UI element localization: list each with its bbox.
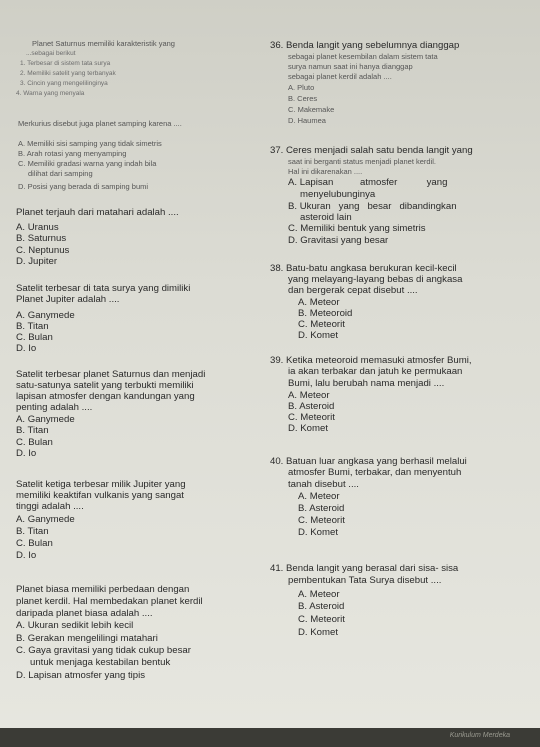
option-text: D. Jupiter: [16, 256, 58, 267]
question-stem: 40. Batuan luar angkasa yang berhasil melalui: [270, 456, 467, 467]
option-text: D. Komet: [298, 627, 338, 638]
option-text: B. Arah rotasi yang menyamping: [18, 149, 127, 158]
page-bottom-edge: [0, 728, 540, 747]
question-stem: penting adalah ....: [16, 402, 93, 413]
option-text: dilihat dari samping: [28, 169, 93, 178]
question-stem: yang melayang-layang bebas di angkasa: [288, 274, 463, 285]
question-stem: Planet biasa memiliki perbedaan dengan: [16, 584, 190, 595]
question-stem: ...sebagai berikut: [26, 50, 76, 57]
question-stem: memiliki keaktifan vulkanis yang sangat: [16, 490, 184, 501]
question-stem: 36. Benda langit yang sebelumnya dianggap: [270, 40, 460, 51]
option-text: C. Makemake: [288, 105, 335, 114]
option-text: D. Io: [16, 343, 37, 354]
option-text: C. Meteorit: [298, 319, 345, 330]
question-stem: tinggi adalah ....: [16, 501, 84, 512]
question-stem: Planet Jupiter adalah ....: [16, 294, 120, 305]
option-text: B. Ceres: [288, 94, 318, 103]
option-text: D. Io: [16, 550, 37, 561]
option-text: C. Meteorit: [298, 515, 345, 526]
option-text: D. Komet: [298, 527, 338, 538]
question-stem: Satelit ketiga terbesar milik Jupiter yang: [16, 479, 186, 490]
question-stem: sebagai planet kerdil adalah ....: [288, 72, 392, 81]
question-stem: Satelit terbesar planet Saturnus dan menjadi: [16, 369, 206, 380]
option-text: D. Komet: [298, 330, 338, 341]
option-text: D. Posisi yang berada di samping bumi: [18, 182, 149, 191]
question-stem: 37. Ceres menjadi salah satu benda langit yang: [270, 145, 473, 156]
option-text: D. Haumea: [288, 116, 326, 125]
option-text: D. Komet: [288, 423, 328, 434]
question-stem: atmosfer Bumi, terbakar, dan menyentuh: [288, 467, 462, 478]
question-stem: surya namun saat ini hanya dianggap: [288, 62, 413, 71]
option-text: B. Ukuran yang besar dibandingkan: [288, 201, 457, 212]
option-text: D. Gravitasi yang besar: [288, 235, 389, 246]
option-text: C. Memiliki gradasi warna yang indah bila: [18, 159, 157, 168]
question-stem: dan bergerak cepat disebut ....: [288, 285, 418, 296]
option-text: A. Lapisan atmosfer yang: [288, 177, 448, 188]
option-text: A. Pluto: [288, 83, 315, 92]
option-text: B. Asteroid: [298, 601, 345, 612]
option-text: asteroid lain: [300, 212, 352, 223]
option-text: B. Asteroid: [298, 503, 345, 514]
option-text: 2. Memiliki satelit yang terbanyak: [20, 70, 116, 77]
question-stem: tanah disebut ....: [288, 479, 359, 490]
question-stem: 39. Ketika meteoroid memasuki atmosfer Bumi,: [270, 355, 472, 366]
question-stem: pembentukan Tata Surya disebut ....: [288, 575, 442, 586]
option-text: B. Titan: [16, 425, 49, 436]
option-text: A. Ukuran sedikit lebih kecil: [16, 620, 134, 631]
question-stem: Hal ini dikarenakan ....: [288, 167, 363, 176]
option-text: 4. Warna yang menyala: [16, 90, 85, 97]
option-text: D. Lapisan atmosfer yang tipis: [16, 670, 146, 681]
option-text: B. Gerakan mengelilingi matahari: [16, 633, 158, 644]
option-text: untuk menjaga kestabilan bentuk: [30, 657, 171, 668]
footer-mark: Kurikulum Merdeka: [449, 732, 510, 739]
option-text: B. Titan: [16, 321, 49, 332]
option-text: C. Neptunus: [16, 245, 70, 256]
question-stem: daripada planet biasa adalah ....: [16, 608, 153, 619]
option-text: 1. Terbesar di sistem tata surya: [20, 60, 111, 67]
option-text: C. Bulan: [16, 538, 53, 549]
option-text: A. Memiliki sisi samping yang tidak simetris: [18, 139, 162, 148]
option-text: B. Meteoroid: [298, 308, 353, 319]
option-text: C. Bulan: [16, 437, 53, 448]
option-text: B. Saturnus: [16, 233, 67, 244]
option-text: A. Ganymede: [16, 414, 75, 425]
question-stem: Bumi, lalu berubah nama menjadi ....: [288, 378, 445, 389]
option-text: B. Asteroid: [288, 401, 335, 412]
question-stem: Satelit terbesar di tata surya yang dimiliki: [16, 283, 191, 294]
question-stem: 41. Benda langit yang berasal dari sisa- sisa: [270, 563, 459, 574]
option-text: A. Meteor: [288, 390, 330, 401]
option-text: A. Uranus: [16, 222, 59, 233]
question-stem: sebagai planet kesembilan dalam sistem tata: [288, 52, 438, 61]
option-text: A. Meteor: [298, 589, 340, 600]
option-text: C. Meteorit: [288, 412, 335, 423]
question-stem: ia akan terbakar dan jatuh ke permukaan: [288, 366, 463, 377]
question-stem: Planet terjauh dari matahari adalah ....: [16, 207, 179, 218]
option-text: C. Bulan: [16, 332, 53, 343]
question-stem: Merkurius disebut juga planet samping karena ....: [18, 119, 182, 128]
question-stem: saat ini berganti status menjadi planet kerdil.: [288, 157, 437, 166]
question-stem: satu-satunya satelit yang terbukti memiliki: [16, 380, 194, 391]
question-stem: lapisan atmosfer dengan kandungan yang: [16, 391, 195, 402]
question-stem: 38. Batu-batu angkasa berukuran kecil-kecil: [270, 263, 457, 274]
option-text: A. Meteor: [298, 491, 340, 502]
option-text: A. Meteor: [298, 297, 340, 308]
question-stem: Planet Saturnus memiliki karakteristik yang: [32, 39, 175, 48]
option-text: menyelubunginya: [300, 189, 376, 200]
option-text: A. Ganymede: [16, 310, 75, 321]
option-text: C. Meteorit: [298, 614, 345, 625]
option-text: C. Memiliki bentuk yang simetris: [288, 223, 426, 234]
option-text: 3. Cincin yang mengelilinginya: [20, 80, 108, 87]
option-text: D. Io: [16, 448, 37, 459]
option-text: A. Ganymede: [16, 514, 75, 525]
option-text: C. Gaya gravitasi yang tidak cukup besar: [16, 645, 191, 656]
option-text: B. Titan: [16, 526, 49, 537]
question-stem: planet kerdil. Hal membedakan planet kerdil: [16, 596, 203, 607]
